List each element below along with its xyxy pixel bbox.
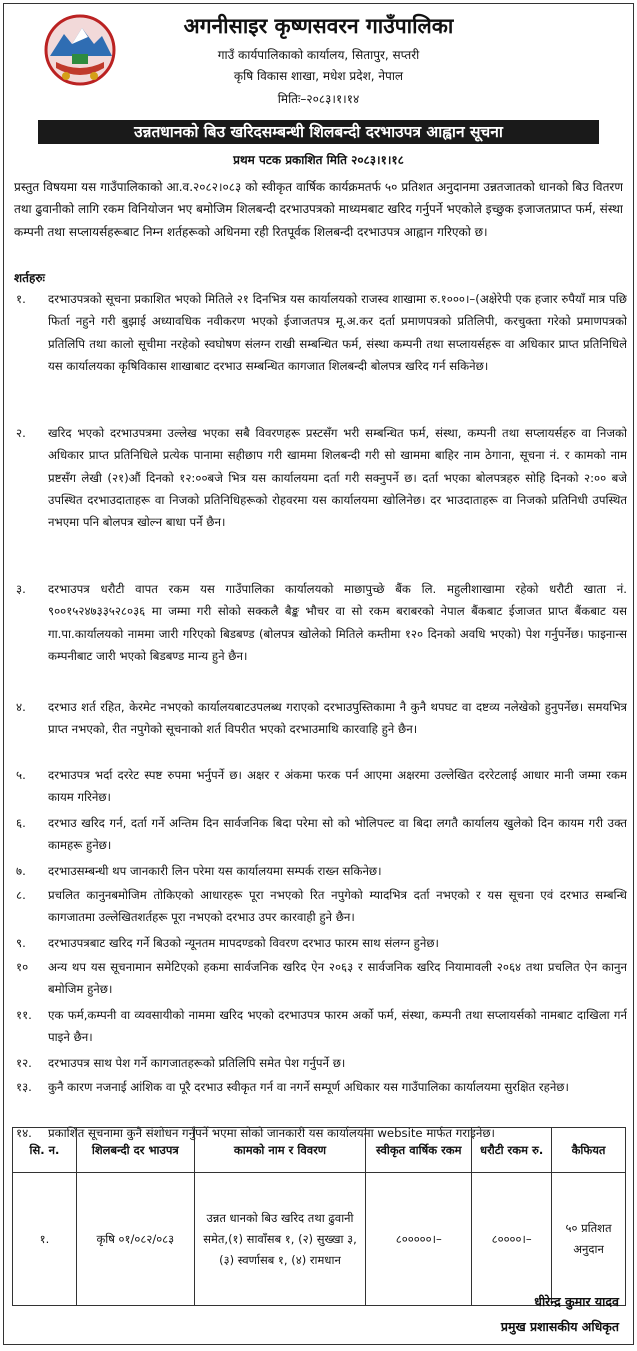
column-header-amount: स्वीकृत वार्षिक रकम [366,1128,472,1173]
letterhead [4,4,633,116]
condition-number: ७. [16,864,26,878]
condition-text: अन्य थप यस सूचनामान समेटिएको हकमा सार्वजनिक खरिद ऐन २०६३ र सार्वजनिक खरिद नियामावली २०६४ तथा प्रचलित ऐन कानुन बमोजिम हुनेछ। [48,960,627,997]
condition-text: दरभाउपत्र धरौटी वापत रकम यस गाउँपालिका कार्यालयको माछापुच्छे बैंक लि. महुलीशाखामा रहेको धरौटी खाता नं. ९००१५२४७३३५२८०३६ मा जम्मा गरी सोको सक्कलै बैङ्क भौचर वा सो रकम बराबरको नेपाल बैंकबाट ईजाजत प्राप्त बैंकबाट यस गा.पा.कार्यालयको नाममा जारी गरिएको बिडबण्ड (बोलपत्र खोलेको मितिले कम्तीमा १२० दिनको अवधि भएको) पेश गर्नुपर्नेछ। फाइनान्स कम्पनीबाट जारी भएको बिडबण्ड मान्य हुने छैन। [48,582,627,663]
condition-number: २. [16,426,26,440]
conditions-list [10,288,627,1146]
bid-table [12,1127,626,1306]
notice-title-banner: उन्नतधानको बिउ खरिदसम्बन्धी शिलबन्दी दरभाउपत्र आह्वान सूचना [38,120,599,144]
first-published-date: प्रथम पटक प्रकाशित मिति २०८३।१।१८ [233,153,404,167]
condition-text: दरभाउपत्रबाट खरिद गर्ने बिउको न्यूनतम मापदण्डको विवरण दरभाउ फारम साथ संलग्न हुनेछ। [48,936,439,950]
conditions-heading: शर्तहरुः [14,271,45,285]
condition-item [10,884,627,932]
table-header-row [13,1128,626,1173]
condition-number: ९. [16,936,26,950]
cell-deposit: ८००००।– [472,1173,552,1306]
condition-number: ६. [16,816,26,830]
notice-date: मितिः–२०८३।१।१४ [277,92,360,106]
condition-item [10,578,627,696]
municipality-title: अगनीसाइर कृष्णसवरन गाउँपालिका [183,13,454,38]
branch-address: कृषि विकास शाखा, मधेश प्रदेश, नेपाल [233,69,404,83]
condition-text: दरभाउपत्र साथ पेश गर्ने कागजातहरूको प्रतिलिपि समेत पेश गर्नुपर्ने छ। [48,1056,346,1070]
condition-number: १३. [16,1080,32,1094]
cell-approved-amount: ८०००००।– [366,1173,472,1306]
condition-number: १. [16,292,26,306]
condition-item [10,860,627,884]
condition-number: ११. [16,1008,32,1022]
column-header-deposit: धरौटी रकम रु. [472,1128,552,1173]
signatory-designation: प्रमुख प्रशासकीय अधिकृत [500,1319,619,1334]
signature-block [501,1289,619,1339]
condition-number: ५. [16,768,26,782]
column-header-work: कामको नाम र विवरण [194,1128,366,1173]
cell-bid-number: कृषि ०१/०८२/०८३ [76,1173,194,1306]
condition-item [10,932,627,956]
column-header-remarks: कैफियत [552,1128,626,1173]
condition-text: कुनै कारण नजनाई आंशिक वा पूरै दरभाउ स्वीकृत गर्न वा नगर्ने सम्पूर्ण अधिकार यस गाउँपालिका कार्यालयमा सुरक्षित रहनेछ। [48,1080,569,1094]
cell-work-description: उन्नत धानको बिउ खरिद तथा ढुवानी समेत,(१) सावाँसब १, (२) सुख्खा ३, (३) स्वर्णासब १, (४) रामधान [194,1173,366,1306]
condition-text: खरिद भएको दरभाउपत्रमा उल्लेख भएका सबै विवरणहरू प्रस्टसँग भरी सम्बन्धित फर्म, संस्था, कम्पनी तथा सप्लायर्सहरु वा निजको अधिकार प्राप्त प्रतिनिधिले प्रत्येक पानामा सहीछाप गरी खाममा शिलबन्दी गरी सो खाममा बाहिर नाम ठेगाना, सूचना नं. र कामको नाम प्रष्टसँग लेखी (२१)औं दिनको १२:००बजे भित्र यस कार्यालयमा दर्ता गरी सक्नुपर्ने छ। दर्ता भएका बोलपत्रहरु सोहि दिनको २:०० बजे उपस्थित दरभाउदाताहरू वा निजको प्रतिनिधिहरूको रोहवरमा यस कार्यालयमा खोलिनेछ। दर भाउदाताहरू वा निजको प्रतिनिधी उपस्थित नभएमा पनि बोलपत्र खोल्न बाधा पर्ने छैन। [48,426,627,530]
condition-item [10,696,627,764]
condition-item [10,288,627,422]
table-row [13,1173,626,1306]
condition-item [10,956,627,1004]
condition-item [10,1004,627,1052]
office-address: गाउँ कार्यपालिकाको कार्यालय, सितापुर, सप्तरी [217,48,420,62]
cell-serial: १. [13,1173,77,1306]
condition-number: ८. [16,888,26,902]
condition-text: दरभाउसम्बन्धी थप जानकारी लिन परेमा यस कार्यालयमा सम्पर्क राख्न सकिनेछ। [48,864,382,878]
condition-text: एक फर्म,कम्पनी वा व्यवसायीको नाममा खरिद भएको दरभाउपत्र फारम अर्को फर्म, संस्था, कम्पनी तथा सप्लायर्सको नामबाट दाखिला गर्न पाइने छैन। [48,1008,627,1045]
intro-paragraph: प्रस्तुत विषयमा यस गाउँपालिकाको आ.व.२०८२।०८३ को स्वीकृत वार्षिक कार्यक्रमतर्फ ५० प्रतिशत अनुदानमा उन्नतजातको धानको बिउ वितरण तथा ढुवानीको लागि रकम विनियोजन भए बमोजिम शिलबन्दी दरभाउपत्रको माध्यमबाट खरिद गर्नुपर्ने भएकोले इच्छुक इजाजतप्राप्त फर्म, संस्था कम्पनी तथा सप्लायर्सहरूबाट निम्न शर्तहरूको अधिनमा रही रितपूर्वक शिलबन्दी दरभाउपत्र आह्वान गरिएको छ। [14,180,623,239]
condition-number: १२. [16,1056,32,1070]
condition-text: दरभाउ खरिद गर्न, दर्ता गर्ने अन्तिम दिन सार्वजनिक बिदा परेमा सो को भोलिपल्ट वा बिदा लगतै कार्यालय खुलेको दिन कायम गरी उक्त कामहरू हुनेछ। [48,816,627,853]
cell-remarks: ५० प्रतिशत अनुदान [552,1173,626,1306]
condition-number: १४. [16,1126,32,1140]
condition-number: ३. [16,582,26,596]
condition-item [10,764,627,812]
condition-text: दरभाउ शर्त रहित, केरमेट नभएको कार्यालयबाटउपलब्ध गराएको दरभाउपुस्तिकामा नै कुनै थपघट वा दष्टव्य नलेखेको हुनुपर्नेछ। समयभित्र प्राप्त नभएको, रीत नपुगेको सूचनाको शर्त विपरीत भएको दरभाउमाथि कारवाहि हुने छैन। [48,700,627,737]
condition-number: ४. [16,700,26,714]
condition-item [10,422,627,578]
condition-item [10,812,627,860]
signatory-name: धीरेन्द्र कुमार यादव [534,1294,619,1309]
column-header-bid: शिलबन्दी दर भाउपत्र [76,1128,194,1173]
condition-number: १० [16,960,29,974]
condition-text: प्रचलित कानुनबमोजिम तोकिएको आधारहरू पूरा नभएको रित नपुगेको म्यादभित्र दर्ता नभएको र यस सूचना एवं दरभाउ सम्बन्धि कागजातमा उल्लेखितशर्तहरू पूरा नभएको दरभाउ उपर कारवाही हुने छैन। [48,888,627,925]
column-header-serial: सि. न. [13,1128,77,1173]
condition-item [10,1076,627,1122]
condition-text: प्रकाशित सूचनामा कुनै संशोधन गर्नुपर्ने भएमा सोको जानकारी यस कार्यालयमा website मार्फत गराइनेछ। [48,1126,495,1140]
notice-page [3,3,634,1345]
condition-text: दरभाउपत्र भर्दा दररेट स्पष्ट रुपमा भर्नुपर्ने छ। अक्षर र अंकमा फरक पर्न आएमा अक्षरमा उल्लेखित दररेटलाई आधार मानी जम्मा रकम कायम गरिनेछ। [48,768,627,805]
condition-item [10,1052,627,1076]
condition-text: दरभाउपत्रको सूचना प्रकाशित भएको मितिले २१ दिनभित्र यस कार्यालयको राजस्व शाखामा रु.१०००।–(अक्षेरेपी एक हजार रुपैयाँ मात्र पछि फिर्ता नहुने गरी बुझाई अध्यावधिक नवीकरण भएको ईजाजतपत्र मू.अ.कर दर्ता प्रमाणपत्रको प्रतिलिपी, करचुक्ता गरेको प्रमाणपत्रको प्रतिलिपि तथा कालो सूचीमा नरहेको स्वघोषण संलग्न राखी सम्बन्धित फर्म, संस्था कम्पनी तथा सप्लायर्सहरू वा अधिकार प्राप्त प्रतिनिधिले यस कार्यालयका कृषिविकास शाखाबाट दरभाउ सम्बन्धित कागजात शिलबन्दी बोलपत्र खरिद गर्न सकिनेछ। [48,292,627,373]
